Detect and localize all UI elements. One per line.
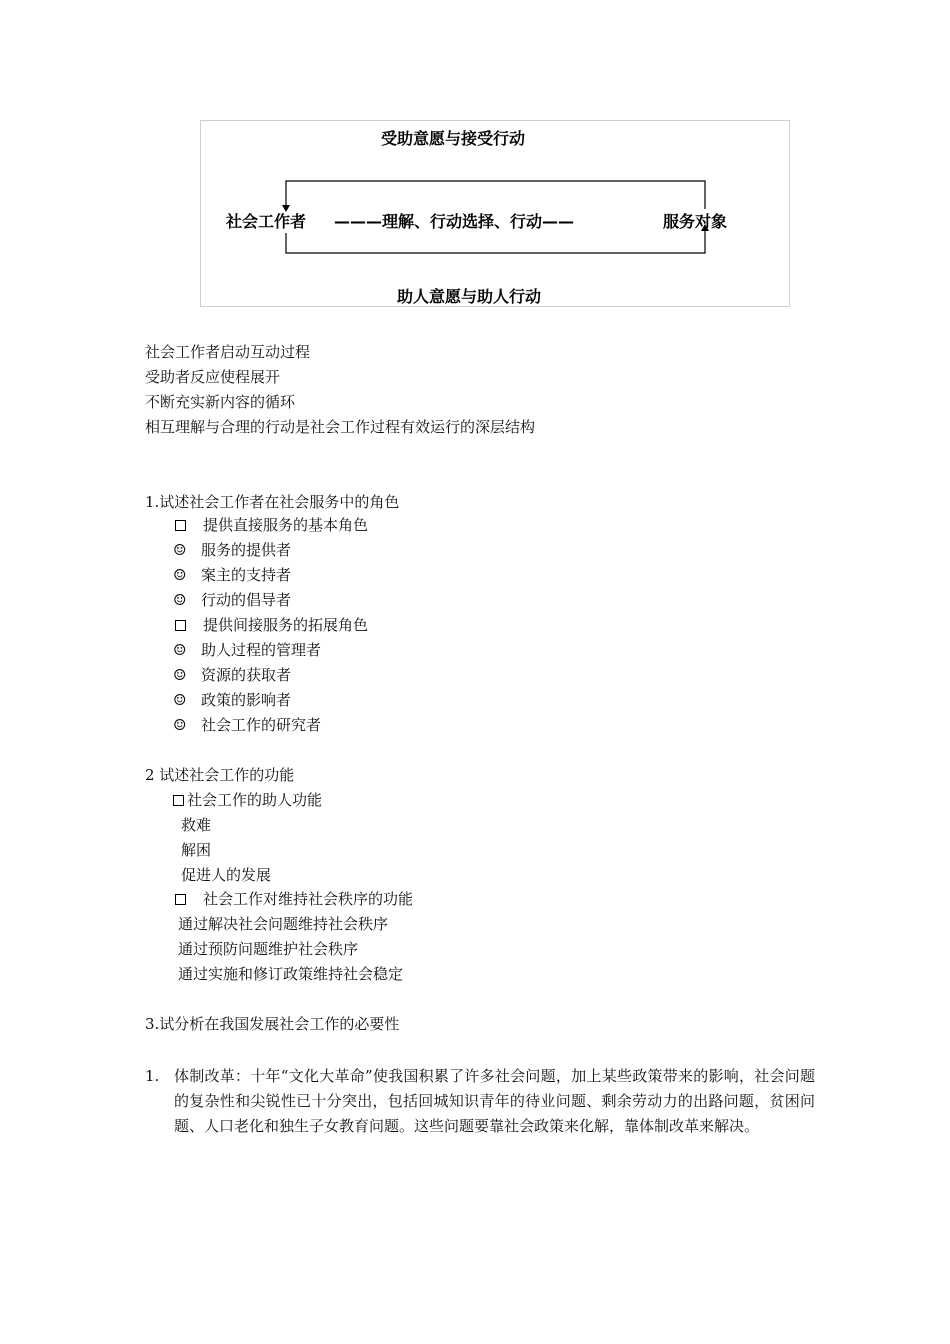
smiley-bullet-icon: ☺ [173, 541, 187, 559]
smiley-bullet-icon: ☺ [173, 641, 187, 659]
diagram-top-label: 受助意愿与接受行动 [381, 129, 526, 148]
question-3-title: 3.试分析在我国发展社会工作的必要性 [145, 1015, 400, 1033]
list-item: 提供直接服务的基本角色 [173, 515, 368, 535]
smiley-bullet-icon: ☺ [173, 591, 187, 609]
summary-line: 社会工作者启动互动过程 [145, 343, 311, 361]
question-2-title: 2 试述社会工作的功能 [145, 766, 295, 784]
list-item: 通过实施和修订政策维持社会稳定 [178, 965, 404, 983]
top-arrow-line [286, 181, 705, 209]
summary-line: 相互理解与合理的行动是社会工作过程有效运行的深层结构 [145, 418, 536, 436]
interaction-cycle-diagram [200, 120, 790, 307]
list-item: 提供间接服务的拓展角色 [173, 615, 368, 635]
bottom-arrow-line [286, 231, 705, 253]
list-item: ☺ 行动的倡导者 [173, 591, 292, 609]
diagram-bottom-label: 助人意愿与助人行动 [397, 287, 542, 306]
list-item: 社会工作的助人功能 [173, 790, 322, 810]
list-item: 解困 [181, 841, 212, 859]
list-item: ☺ 政策的影响者 [173, 691, 292, 709]
smiley-bullet-icon: ☺ [173, 691, 187, 709]
square-bullet-icon [175, 894, 186, 905]
list-item: 通过预防问题维护社会秩序 [178, 940, 359, 958]
summary-line: 受助者反应使程展开 [145, 368, 281, 386]
paragraph-number: 1. [145, 1067, 160, 1085]
square-bullet-icon [173, 795, 184, 806]
list-item: ☺ 服务的提供者 [173, 541, 292, 559]
list-item: ☺ 资源的获取者 [173, 666, 292, 684]
list-item: 社会工作对维持社会秩序的功能 [173, 889, 413, 909]
smiley-bullet-icon: ☺ [173, 666, 187, 684]
list-item: ☺ 案主的支持者 [173, 566, 292, 584]
smiley-bullet-icon: ☺ [173, 566, 187, 584]
diagram-middle-text: ———理解、行动选择、行动—— [334, 212, 575, 231]
diagram-left-node: 社会工作者 [226, 212, 307, 231]
numbered-paragraph [145, 1064, 815, 1139]
list-item: 救难 [181, 816, 212, 834]
summary-line: 不断充实新内容的循环 [145, 393, 296, 411]
list-item: 通过解决社会问题维持社会秩序 [178, 915, 389, 933]
square-bullet-icon [175, 620, 186, 631]
smiley-bullet-icon: ☺ [173, 716, 187, 734]
diagram-right-node: 服务对象 [663, 212, 728, 231]
paragraph-text: 体制改革：十年“文化大革命”使我国积累了许多社会问题，加上某些政策带来的影响，社会问题的复杂性和尖锐性已十分突出，包括回城知识青年的待业问题、剩余劳动力的出路问题，贫困问题、人口老化和独生子女教育问题。这些问题要靠社会政策来化解，靠体制改革来解决。 [174, 1067, 815, 1135]
question-1-title: 1.试述社会工作者在社会服务中的角色 [145, 493, 400, 511]
square-bullet-icon [175, 520, 186, 531]
list-item: ☺ 社会工作的研究者 [173, 716, 322, 734]
list-item: ☺ 助人过程的管理者 [173, 641, 322, 659]
list-item: 促进人的发展 [181, 866, 272, 884]
